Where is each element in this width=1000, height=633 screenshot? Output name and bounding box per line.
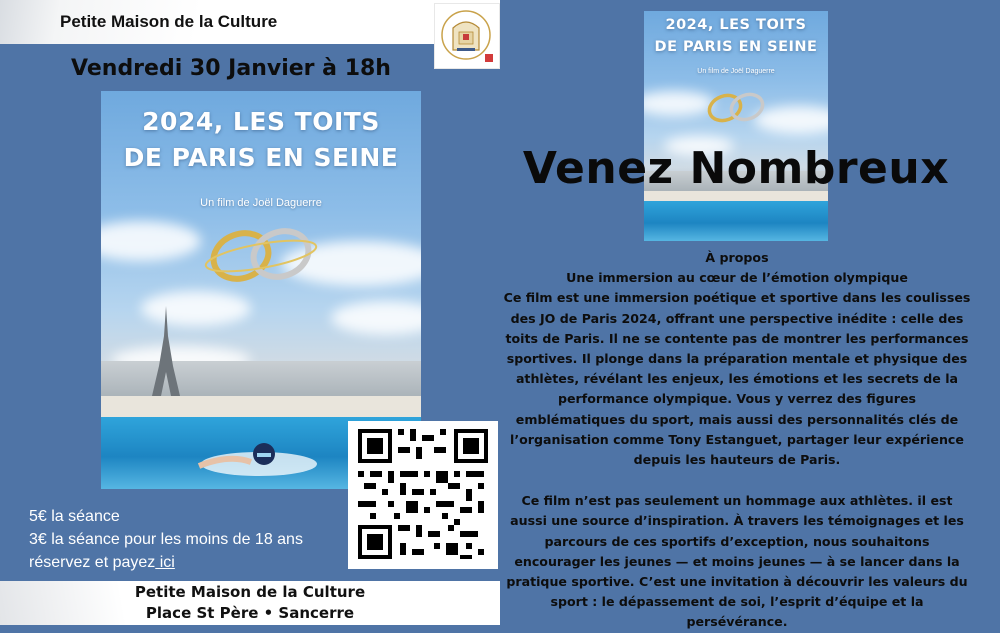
eiffel-tower-icon xyxy=(151,306,181,396)
venue-name-bottom: Petite Maison de la Culture xyxy=(134,583,366,601)
about-paragraph-1: Ce film est une immersion poétique et sportive dans les coulisses des JO de Paris 2024, offrant une perspective inédite : celle des toits de Paris. Il ne se contente pas de montrer les performances sportives. Il plonge dans la préparation mentale et physique des athlètes, révélant les enjeux, les émotions et les secrets de la performance olympique. Vous y verrez des figures emblématiques du sport, mais aussi des personnalités clés de l’organisation comme Tony Estanguet, partager leur expérience depuis les hauteurs de Paris. xyxy=(503,290,971,468)
poster-small-title-line2: DE PARIS EN SEINE xyxy=(654,39,818,55)
event-date: Vendredi 30 Janvier à 18h xyxy=(71,56,391,81)
about-section xyxy=(503,248,971,633)
booking-prefix: réservez et payez xyxy=(29,554,156,571)
qr-code-icon xyxy=(348,421,498,569)
poster-small-title-line1: 2024, LES TOITS xyxy=(665,17,807,33)
about-subtitle: Une immersion au cœur de l’émotion olympique xyxy=(566,270,908,286)
price-standard: 5€ la séance xyxy=(29,508,120,525)
headline: Venez Nombreux xyxy=(522,143,950,194)
qr-code[interactable] xyxy=(348,421,498,569)
olympic-rings-small-icon xyxy=(702,89,770,127)
poster-title-line1: 2024, LES TOITS xyxy=(142,107,380,136)
about-paragraph-2: Ce film n’est pas seulement un hommage aux athlètes. il est aussi une source d’inspiration. À travers les témoignages et les parcours de ces sportifs d’exception, nous souhaitons encourager les jeunes — et moins jeunes — à se lancer dans la pratique sportive. C’est une invitation à découvrir les valeurs du sport : le dépassement de soi, l’esprit d’équipe et la persévérance. xyxy=(506,493,968,630)
olympic-rings-icon xyxy=(201,224,321,288)
booking-line xyxy=(29,551,303,574)
swimmer-icon xyxy=(189,436,319,478)
poster-title-line2: DE PARIS EN SEINE xyxy=(123,143,399,172)
venue-address: Place St Père • Sancerre xyxy=(145,604,355,622)
pricing-block xyxy=(29,505,303,574)
poster-byline: Un film de Joël Daguerre xyxy=(200,197,322,209)
price-reduced: 3€ la séance pour les moins de 18 ans xyxy=(29,531,303,548)
venue-name-top: Petite Maison de la Culture xyxy=(60,12,278,31)
venue-address-block xyxy=(0,582,500,624)
about-label: À propos xyxy=(705,250,769,265)
venue-logo xyxy=(435,4,499,68)
film-poster-small xyxy=(644,11,828,241)
booking-link[interactable]: ici xyxy=(155,554,175,571)
poster-small-byline: Un film de Joël Daguerre xyxy=(697,68,775,75)
building-logo-icon xyxy=(435,4,499,68)
